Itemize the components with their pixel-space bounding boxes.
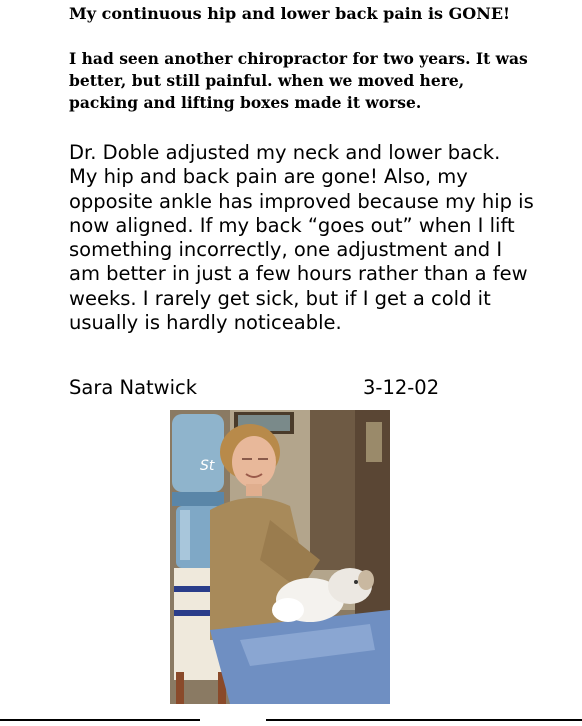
intro-line: I had seen another chiropractor for two years. It was [69,49,528,68]
body-line: opposite ankle has improved because my hip is [69,189,534,213]
intro-paragraph [69,48,569,114]
testimonial-body [69,141,534,335]
intro-line: packing and lifting boxes made it worse. [69,93,422,112]
body-line: am better in just a few hours rather than a few [69,262,528,286]
intro-line: better, but still painful. when we moved here, [69,71,465,90]
body-line: weeks. I rarely get sick, but if I get a cold it [69,286,491,310]
patient-photo [170,410,390,704]
body-line: My hip and back pain are gone! Also, my [69,165,468,189]
body-line: something incorrectly, one adjustment and I [69,238,503,262]
bottom-rule-right [266,719,582,721]
testimonial-heading: My continuous hip and lower back pain is GONE! [69,4,511,23]
signature-name: Sara Natwick [69,376,198,399]
signature-date: 3-12-02 [363,376,440,399]
body-line: Dr. Doble adjusted my neck and lower back. [69,141,501,164]
water-bottle-label: St [200,458,215,474]
photo-illustration [170,410,390,704]
bottom-rule-left [0,719,200,721]
body-line: usually is hardly noticeable. [69,311,342,335]
body-line: now aligned. If my back “goes out” when I lift [69,213,515,237]
